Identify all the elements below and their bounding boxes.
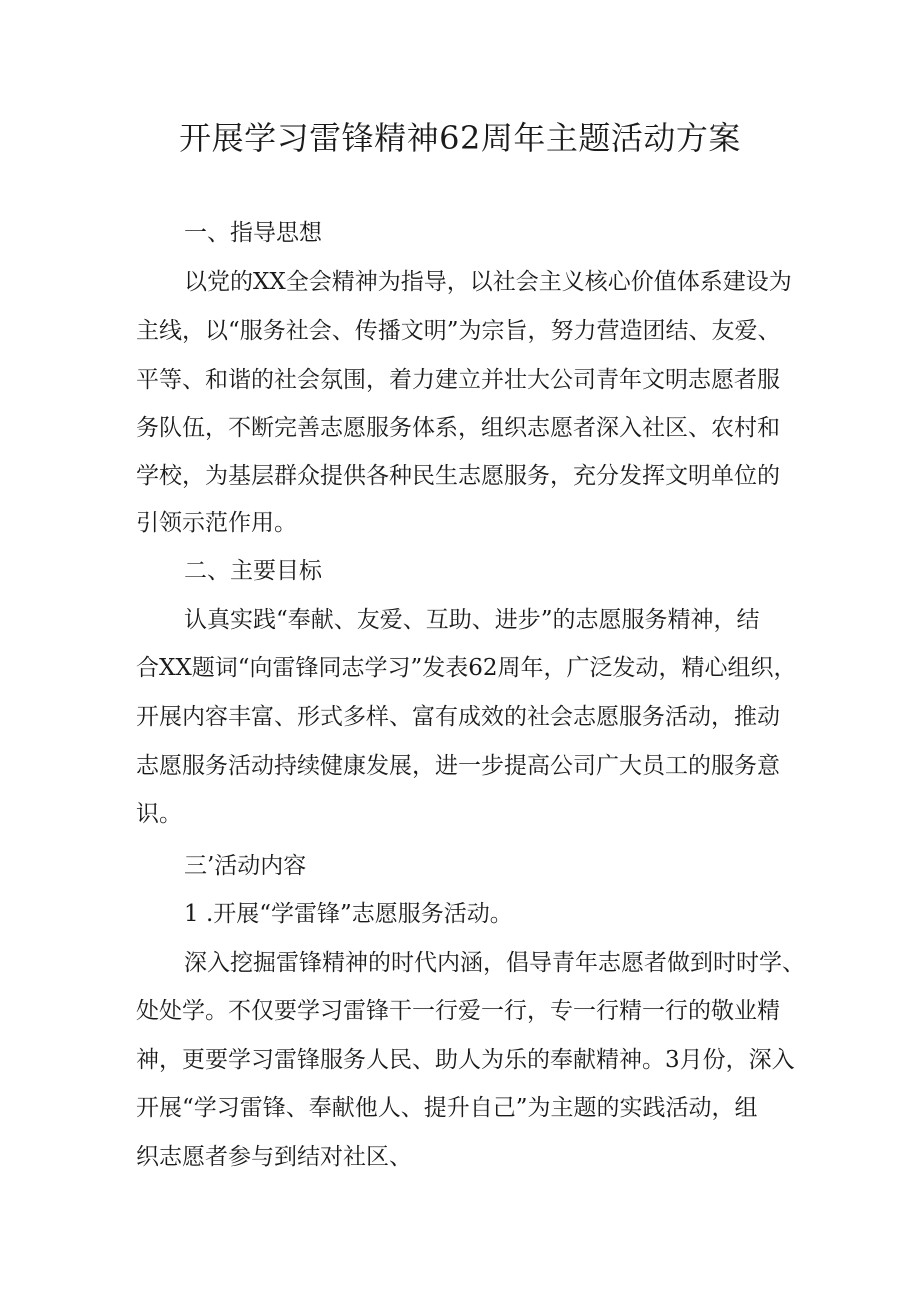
paragraph-line: 织志愿者参与到结对社区、 bbox=[136, 1144, 412, 1170]
paragraph-line: 务队伍，不断完善志愿服务体系，组织志愿者深入社区、农村和 bbox=[136, 415, 780, 441]
section-heading-guiding-ideology: 一、指导思想 bbox=[184, 220, 322, 246]
paragraph-line: 处处学。不仅要学习雷锋干一行爱一行，专一行精一行的敬业精 bbox=[136, 998, 780, 1024]
section-heading-main-goals: 二、主要目标 bbox=[184, 558, 322, 584]
document-title: 开展学习雷锋精神62周年主题活动方案 bbox=[179, 119, 741, 157]
paragraph-line: 开展“学习雷锋、奉献他人、提升自己”为主题的实践活动，组 bbox=[136, 1095, 758, 1121]
paragraph-line: 主线，以“服务社会、传播文明”为宗旨，努力营造团结、友爱、 bbox=[136, 318, 781, 344]
paragraph-line: 识。 bbox=[136, 801, 182, 827]
paragraph-line: 神，更要学习雷锋服务人民、助人为乐的奉献精神。3月份，深入 bbox=[136, 1047, 795, 1073]
paragraph-line: 合XX题词“向雷锋同志学习”发表62周年，广泛发动，精心组织， bbox=[136, 655, 797, 681]
paragraph-line: 引领示范作用。 bbox=[136, 510, 297, 536]
paragraph-line: 深入挖掘雷锋精神的时代内涵，倡导青年志愿者做到时时学、 bbox=[184, 950, 805, 976]
paragraph-line: 开展内容丰富、形式多样、富有成效的社会志愿服务活动，推动 bbox=[136, 704, 780, 730]
paragraph-line: 学校，为基层群众提供各种民生志愿服务，充分发挥文明单位的 bbox=[136, 463, 780, 489]
paragraph-line: 认真实践“奉献、友爱、互助、进步”的志愿服务精神，结 bbox=[184, 607, 760, 633]
section-heading-activity-content: 三’活动内容 bbox=[184, 853, 307, 879]
paragraph-line: 以党的XX全会精神为指导，以社会主义核心价值体系建设为 bbox=[184, 269, 792, 295]
paragraph-line: 平等、和谐的社会氛围，着力建立并壮大公司青年文明志愿者服 bbox=[136, 367, 780, 393]
paragraph-line: 志愿服务活动持续健康发展，进一步提高公司广大员工的服务意 bbox=[136, 753, 780, 779]
subsection-heading: 1 .开展“学雷锋”志愿服务活动。 bbox=[184, 901, 513, 927]
